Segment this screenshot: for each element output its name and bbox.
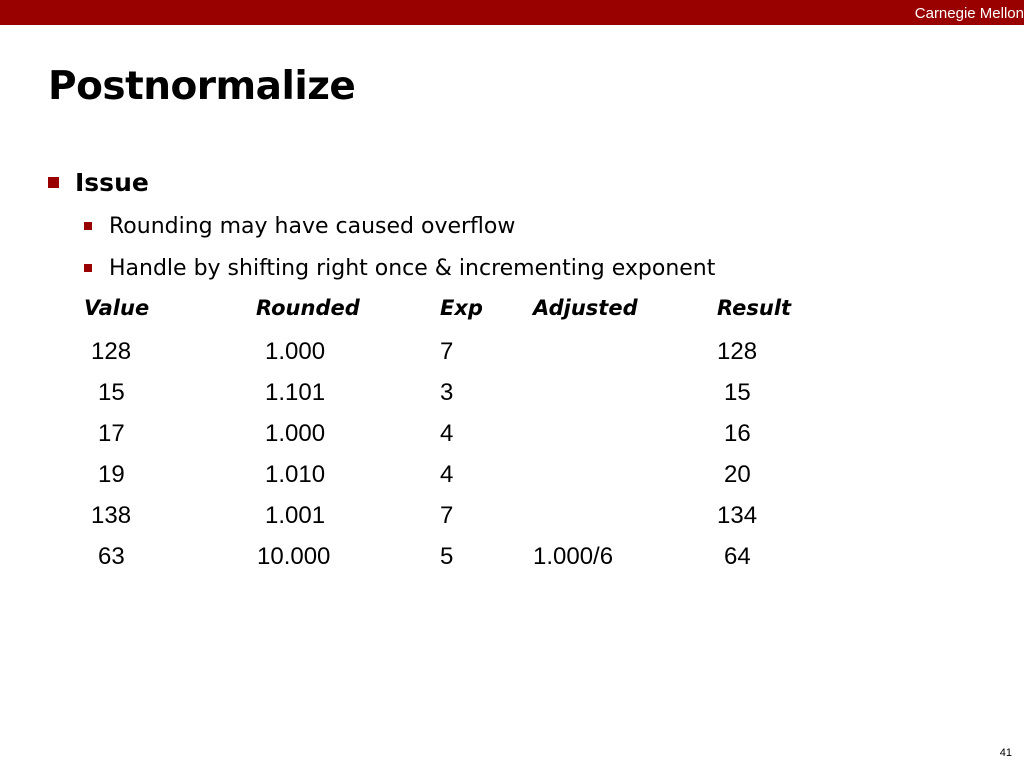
cell-result: 128 [717, 338, 758, 365]
cell-exp: 7 [440, 502, 454, 529]
cell-value: 17 [98, 420, 125, 447]
bullet-label: Issue [75, 167, 149, 197]
cell-result: 20 [724, 461, 751, 488]
cell-exp: 3 [440, 379, 454, 406]
col-header-rounded: Rounded [256, 296, 360, 320]
cell-rounded: 10.000 [257, 543, 331, 570]
col-header-result: Result [717, 296, 792, 320]
cell-value: 63 [98, 543, 125, 570]
cell-rounded: 1.000 [265, 338, 326, 365]
sub-bullet-text: Handle by shifting right once & incrementing exponent [109, 255, 716, 281]
cell-exp: 7 [440, 338, 454, 365]
square-bullet-icon [48, 177, 59, 188]
bullet-issue [48, 166, 149, 198]
slide-title: Postnormalize [48, 64, 356, 109]
sub-bullet-text: Rounding may have caused overflow [109, 213, 516, 239]
cell-result: 64 [724, 543, 751, 570]
cell-exp: 5 [440, 543, 454, 570]
cell-exp: 4 [440, 420, 454, 447]
cell-value: 15 [98, 379, 125, 406]
sub-bullet-2 [84, 254, 715, 282]
cell-value: 138 [91, 502, 132, 529]
col-header-value: Value [84, 296, 150, 320]
sub-bullet-1 [84, 212, 515, 240]
cell-result: 134 [717, 502, 758, 529]
cell-value: 19 [98, 461, 125, 488]
cell-rounded: 1.000 [265, 420, 326, 447]
page-number: 41 [999, 747, 1012, 759]
cell-rounded: 1.001 [265, 502, 326, 529]
cell-result: 16 [724, 420, 751, 447]
header-bar [0, 0, 1024, 25]
brand-label: Carnegie Mellon [914, 5, 1024, 22]
cell-rounded: 1.010 [265, 461, 326, 488]
cell-result: 15 [724, 379, 751, 406]
col-header-exp: Exp [440, 296, 483, 320]
square-bullet-icon [84, 264, 92, 272]
cell-adjusted: 1.000/6 [533, 543, 614, 570]
cell-exp: 4 [440, 461, 454, 488]
cell-value: 128 [91, 338, 132, 365]
square-bullet-icon [84, 222, 92, 230]
col-header-adjusted: Adjusted [533, 296, 638, 320]
cell-rounded: 1.101 [265, 379, 326, 406]
